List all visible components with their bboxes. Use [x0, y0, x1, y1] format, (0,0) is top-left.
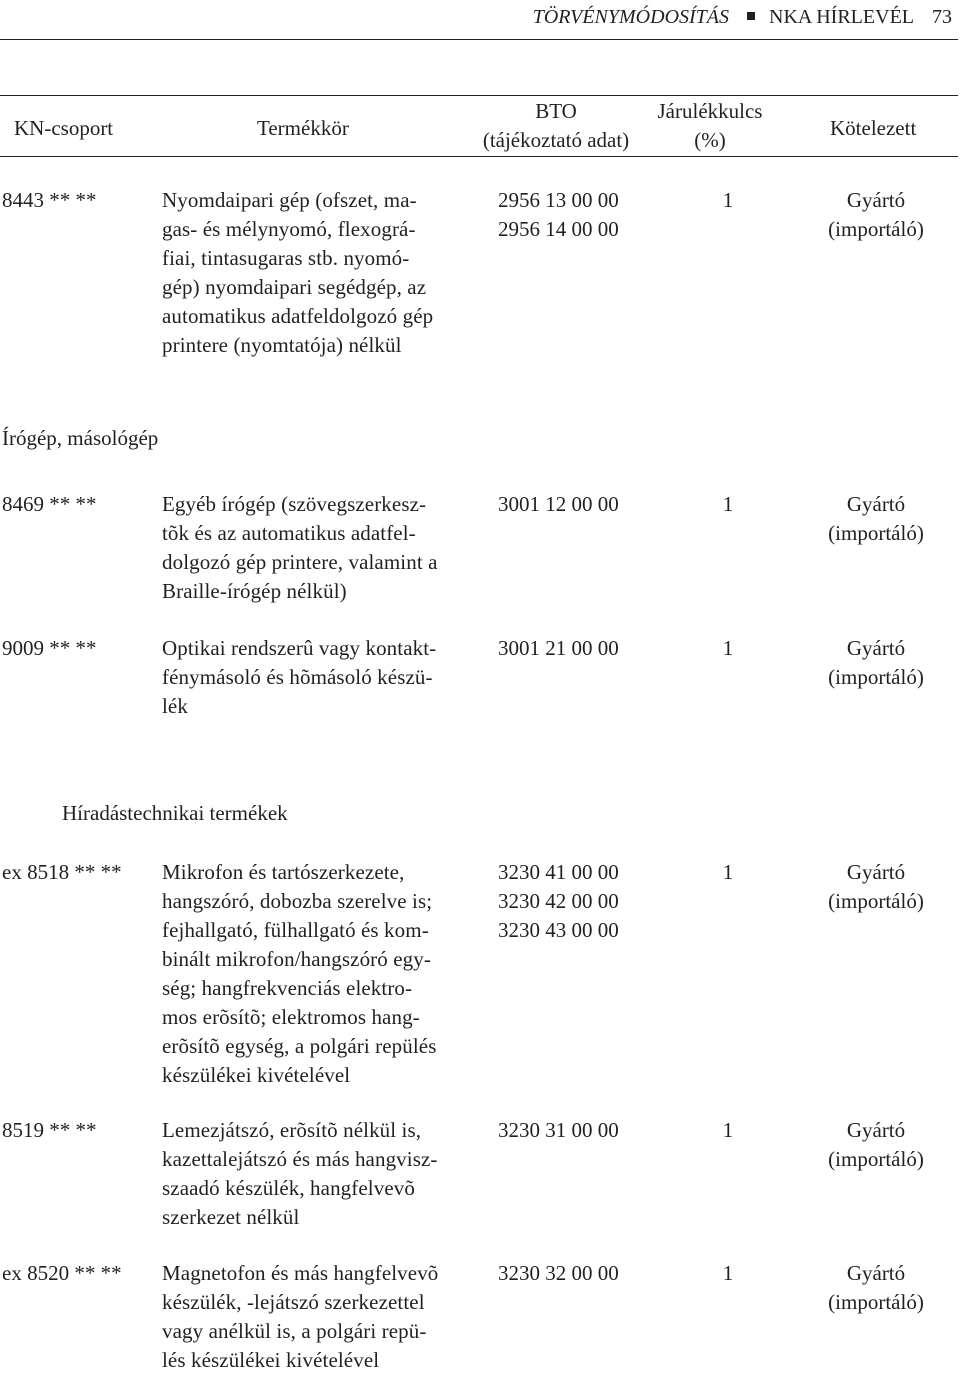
- row-kn-code: 9009 ** **: [2, 636, 97, 660]
- row-fee-rate: 1: [722, 860, 734, 884]
- column-header-fee: [646, 97, 774, 155]
- header-rule-top: [0, 39, 958, 40]
- row-obliged-party: Gyártó (importáló): [828, 860, 924, 913]
- section-heading-telecom: Híradástechnikai termékek: [62, 801, 288, 825]
- row-bto-codes: 3230 41 00 00 3230 42 00 00 3230 43 00 00: [498, 860, 619, 942]
- row-obliged-party: Gyártó (importáló): [828, 188, 924, 241]
- running-head: [533, 6, 952, 29]
- table-header-rule-bottom: [0, 156, 958, 157]
- row-obliged-party: Gyártó (importáló): [828, 492, 924, 545]
- row-fee-rate: 1: [722, 1261, 734, 1285]
- table-header-rule-top: [0, 95, 958, 96]
- row-obliged-party: Gyártó (importáló): [828, 1118, 924, 1171]
- column-header-bto-line2: (tájékoztató adat): [482, 128, 630, 152]
- row-product-description: Lemezjátszó, erõsítõ nélkül is, kazettalejátszó és más hangvisz- szaadó készülék, hangfelvevõ szerkezet nélkül: [162, 1118, 438, 1229]
- row-kn-code: 8519 ** **: [2, 1118, 97, 1142]
- column-header-bto-line1: BTO: [535, 99, 577, 123]
- column-header-obliged: Kötelezett: [830, 116, 917, 140]
- page-number: 73: [932, 6, 952, 28]
- column-header-fee-line1: Járulékkulcs: [657, 99, 763, 123]
- row-product-description: Optikai rendszerû vagy kontakt- fénymásoló és hõmásoló készü- lék: [162, 636, 437, 718]
- row-kn-code: 8443 ** **: [2, 188, 97, 212]
- row-obliged-party: Gyártó (importáló): [828, 636, 924, 689]
- row-product-description: Magnetofon és más hangfelvevõ készülék, -lejátszó szerkezettel vagy anélkül is, a polgári repü- lés készülékei kivételével: [162, 1261, 439, 1372]
- row-fee-rate: 1: [722, 1118, 734, 1142]
- row-bto-codes: 3230 31 00 00: [498, 1118, 619, 1142]
- column-header-kn: KN-csoport: [14, 116, 114, 140]
- column-header-fee-line2: (%): [694, 128, 726, 152]
- square-bullet-icon: [747, 12, 755, 20]
- row-fee-rate: 1: [722, 636, 734, 660]
- running-head-title: TÖRVÉNYMÓDOSÍTÁS: [532, 6, 730, 28]
- row-obliged-party: Gyártó (importáló): [828, 1261, 924, 1314]
- row-bto-codes: 2956 13 00 00 2956 14 00 00: [498, 188, 619, 241]
- row-product-description: Egyéb írógép (szövegszerkesz- tõk és az automatikus adatfel- dolgozó gép printere, valamint a Braille-írógép nélkül): [162, 492, 438, 603]
- section-heading-typewriters: Írógép, másológép: [2, 426, 159, 450]
- row-kn-code: ex 8518 ** **: [2, 860, 122, 884]
- row-fee-rate: 1: [722, 492, 734, 516]
- row-kn-code: 8469 ** **: [2, 492, 97, 516]
- row-bto-codes: 3001 12 00 00: [498, 492, 619, 516]
- row-bto-codes: 3001 21 00 00: [498, 636, 619, 660]
- row-kn-code: ex 8520 ** **: [2, 1261, 122, 1285]
- row-fee-rate: 1: [722, 188, 734, 212]
- column-header-product: Termékkör: [257, 116, 349, 140]
- row-product-description: Nyomdaipari gép (ofszet, ma- gas- és mélynyomó, flexográ- fiai, tintasugaras stb. nyomó- gép) nyomdaipari segédgép, az automatikus adatfeldolgozó gép printere (nyomtatója) nélkül: [162, 188, 434, 357]
- running-head-journal: NKA HÍRLEVÉL: [769, 6, 914, 28]
- column-header-bto: [468, 97, 644, 155]
- row-bto-codes: 3230 32 00 00: [498, 1261, 619, 1285]
- row-product-description: Mikrofon és tartószerkezete, hangszóró, dobozba szerelve is; fejhallgató, fülhallgató és kom- binált mikrofon/hangszóró egy- ség; hangfrekvenciás elektro- mos erõsítõ; elektromos hang- erõsítõ egység, a polgári repülés készülékei kivételével: [162, 860, 437, 1087]
